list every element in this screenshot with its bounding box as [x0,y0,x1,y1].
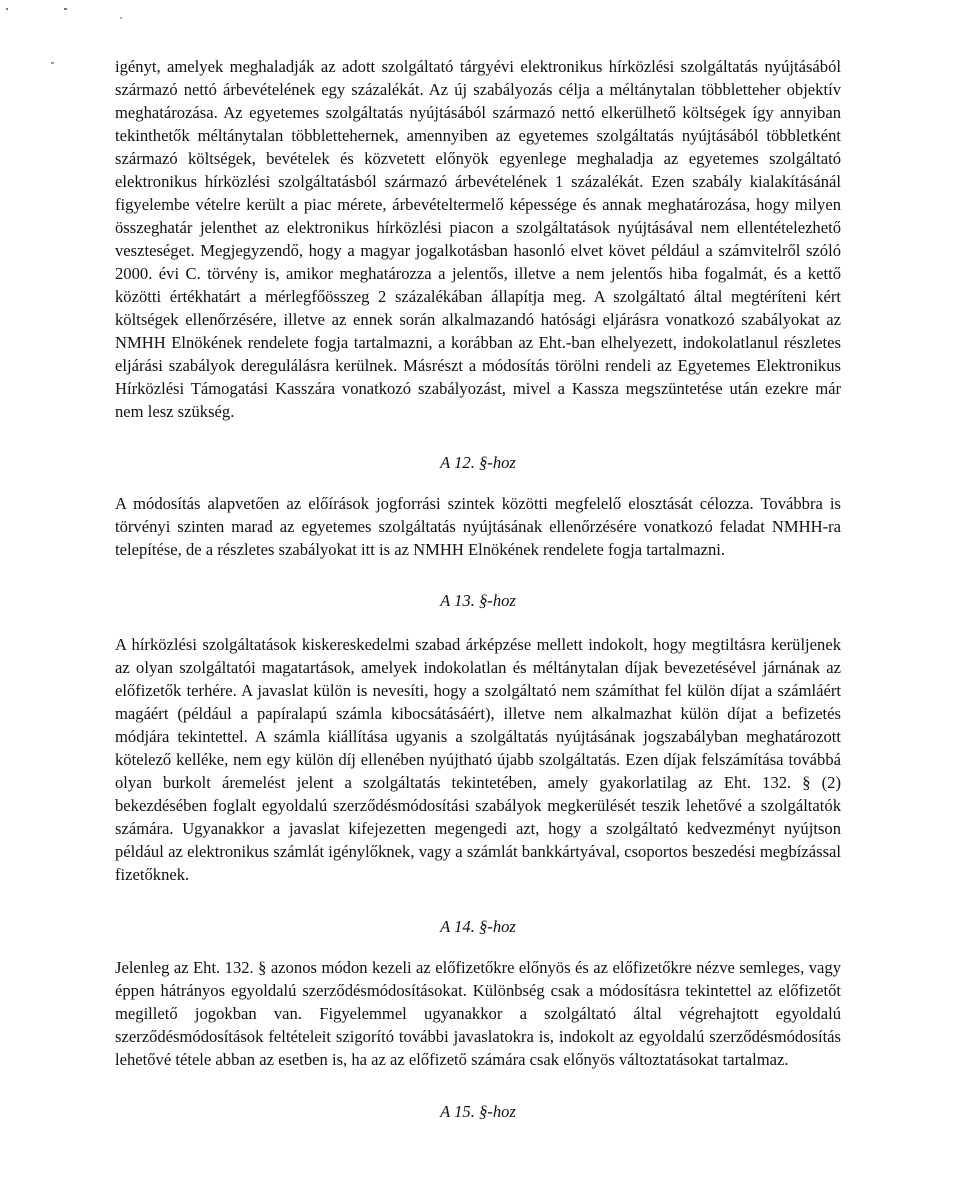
scan-speck [64,8,67,10]
scan-speck [51,62,54,64]
paragraph-universal-service: igényt, amelyek meghaladják az adott szolgáltató tárgyévi elektronikus hírközlési szolgáltatás nyújtásából származó nettó árbevételének egy százalékát. Az új szabályozás célja a méltánytalan többletteher objektív meghatározása. Az egyetemes szolgáltatás nyújtásából származó nettó elkerülhető költségek így annyiban tekinthetők méltánytalan többlettehernek, amennyiben az egyetemes szolgáltatás nyújtásából többletként származó költségek, bevételek és közvetett előnyök egyenlege meghaladja az egyetemes szolgáltató elektronikus hírközlési szolgáltatásból származó árbevételének 1 százalékát. Ezen szabály kialakításánál figyelembe vételre került a piac mérete, árbevételtermelő képessége és annak meghatározása, hogy milyen összeghatár jelenthet az elektronikus hírközlési piacon a szolgáltatások nyújtásával nem ellentételezhető veszteséget. Megjegyzendő, hogy a magyar jogalkotásban hasonló elvet követ például a számvitelről szóló 2000. évi C. törvény is, amikor meghatározza a jelentős, illetve a nem jelentős hiba fogalmát, és a kettő közötti értékhatárt a mérlegfőösszeg 2 százalékában állapítja meg. A szolgáltató által megtéríteni kért költségek ellenőrzésére, illetve az ennek során alkalmazandó hatósági eljárásra vonatkozó szabályokat az NMHH Elnökének rendelete fogja tartalmazni, a korábban az Eht.-ban elhelyezett, indokolatlanul részletes eljárási szabályok deregulálásra kerülnek. Másrészt a módosítás törölni rendeli az Egyetemes Elektronikus Hírközlési Támogatási Kasszára vonatkozó szabályozást, mivel a Kassza megszüntetése után ezekre már nem lesz szükség. [115,57,841,421]
paragraph-section-12: A módosítás alapvetően az előírások jogforrási szintek közötti megfelelő elosztását célozza. Továbbra is törvényi szinten marad az egyetemes szolgáltatás nyújtásának ellenőrzésére vonatkozó feladat NMHH-ra telepítése, de a részletes szabályokat itt is az NMHH Elnökének rendelete fogja tartalmazni. [115,494,841,559]
scan-speck [6,8,8,10]
section-heading-15: A 15. §-hoz [440,1102,516,1121]
paragraph-section-14: Jelenleg az Eht. 132. § azonos módon kezeli az előfizetőkre előnyös és az előfizetőkre nézve semleges, vagy éppen hátrányos egyoldalú szerződésmódosításokat. Különbség csak a módosításra tekintettel az előfizetőt megillető jogokban van. Figyelemmel ugyanakkor a szolgáltató által végrehajtott egyoldalú szerződésmódosítások feltételeit szigorító további javaslatokra is, indokolt az egyoldalú szerződésmódosítás lehetővé tétele abban az esetben is, ha az az előfizető számára csak előnyös változtatásokat tartalmaz. [115,958,841,1069]
section-heading-14: A 14. §-hoz [440,917,516,936]
document-body [115,55,841,1123]
section-heading-12: A 12. §-hoz [440,453,516,472]
section-heading-13: A 13. §-hoz [440,591,516,610]
scan-speck [120,17,122,19]
paragraph-section-13: A hírközlési szolgáltatások kiskereskedelmi szabad árképzése mellett indokolt, hogy megtiltásra kerüljenek az olyan szolgáltatói magatartások, amelyek indokolatlan és méltánytalan díjak bevezetésével járnának az előfizetők terhére. A javaslat külön is nevesíti, hogy a szolgáltató nem számíthat fel külön díjat a számláért magáért (például a papíralapú számla kibocsátásáért), illetve nem alkalmazhat külön díjat a befizetés módjára tekintettel. A számla kiállítása ugyanis a szolgáltatás nyújtásának jogszabályban meghatározott kötelező kelléke, nem egy külön díj ellenében nyújtható újabb szolgáltatás. Ezen díjak felszámítása továbbá olyan burkolt áremelést jelent a szolgáltatás tekintetében, amely gyakorlatilag az Eht. 132. § (2) bekezdésében foglalt egyoldalú szerződésmódosítási szabályok megkerülését teszik lehetővé a szolgáltatók számára. Ugyanakkor a javaslat kifejezetten megengedi azt, hogy a szolgáltató kedvezményt nyújtson például az elektronikus számlát igénylőknek, vagy a számlát bankkártyával, csoportos beszedési megbízással fizetőknek. [115,635,841,884]
